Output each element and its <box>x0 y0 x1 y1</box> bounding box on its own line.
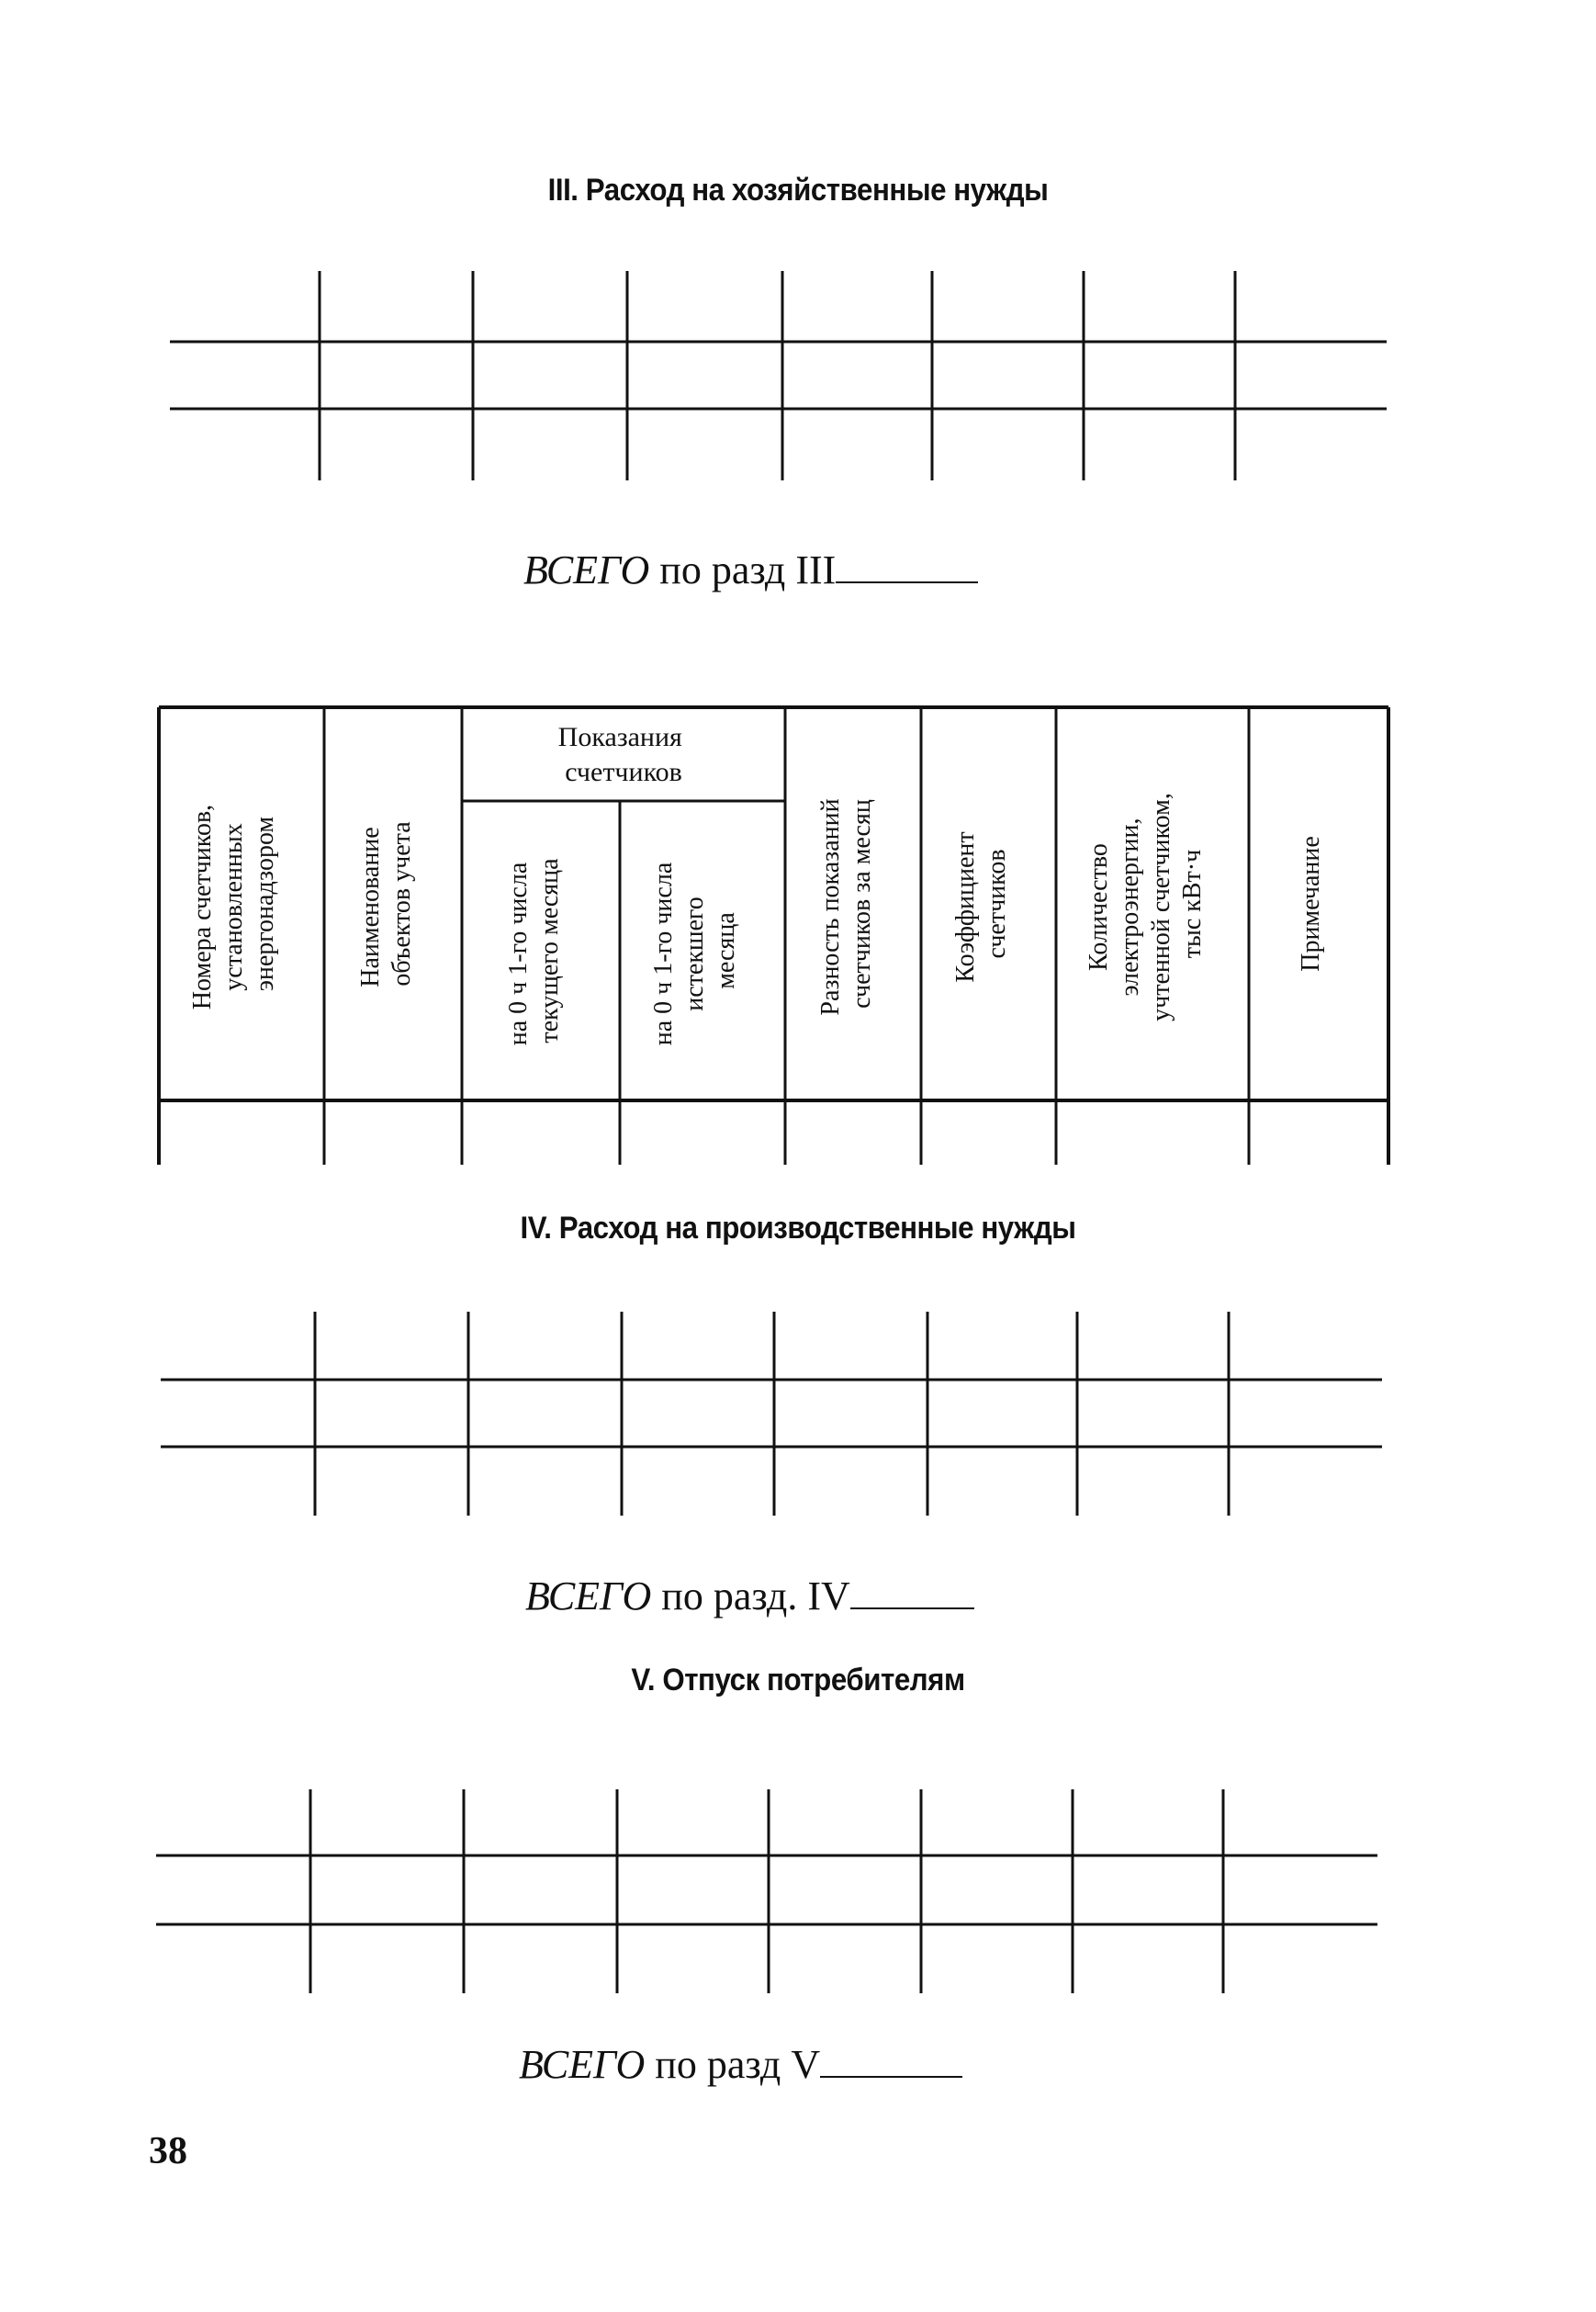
section-3-heading: III. Расход на хозяйственные нужды <box>547 173 1049 208</box>
section-3-total-blank <box>836 548 978 583</box>
header-col-previous-month: на 0 ч 1-го числа истекшего месяца <box>649 862 740 1046</box>
header-col-energy-amount: Количество электроэнергии, учтенной счетчиком, тыс кВт·ч <box>1085 793 1207 1021</box>
section-3-grid <box>170 271 1387 480</box>
header-col-meter-numbers: Номера счетчиков, установленных энергонадзором <box>188 804 279 1010</box>
header-col-difference: Разность показаний счетчиков за месяц <box>816 798 876 1016</box>
section-3-total <box>523 547 978 593</box>
header-group-readings: Показания счетчиков <box>557 722 682 787</box>
section-3-total-text: по разд III <box>649 547 837 592</box>
page-number: 38 <box>149 2130 187 2172</box>
section-4-total-text: по разд. IV <box>651 1573 850 1618</box>
header-table-labels <box>188 722 1325 1045</box>
header-col-object-names: Наименование объектов учета <box>356 821 416 987</box>
section-5-total-text: по разд V <box>645 2042 821 2087</box>
section-5-grid <box>156 1789 1377 1993</box>
section-3-total-label: ВСЕГО <box>523 547 650 592</box>
header-col-coefficient: Коэффициент счетчиков <box>951 831 1011 983</box>
section-4-heading: IV. Расход на производственные нужды <box>520 1211 1076 1246</box>
section-5-total-blank <box>820 2043 962 2078</box>
header-col-current-month: на 0 ч 1-го числа текущего месяца <box>504 858 564 1046</box>
section-5-heading: V. Отпуск потребителям <box>631 1663 965 1697</box>
section-5-total <box>519 2041 962 2088</box>
section-4-total <box>525 1573 974 1619</box>
section-4-total-blank <box>850 1574 974 1609</box>
section-4-grid <box>161 1312 1382 1516</box>
header-col-note: Примечание <box>1297 836 1325 972</box>
section-4-total-label: ВСЕГО <box>525 1573 652 1618</box>
section-5-total-label: ВСЕГО <box>519 2042 646 2087</box>
